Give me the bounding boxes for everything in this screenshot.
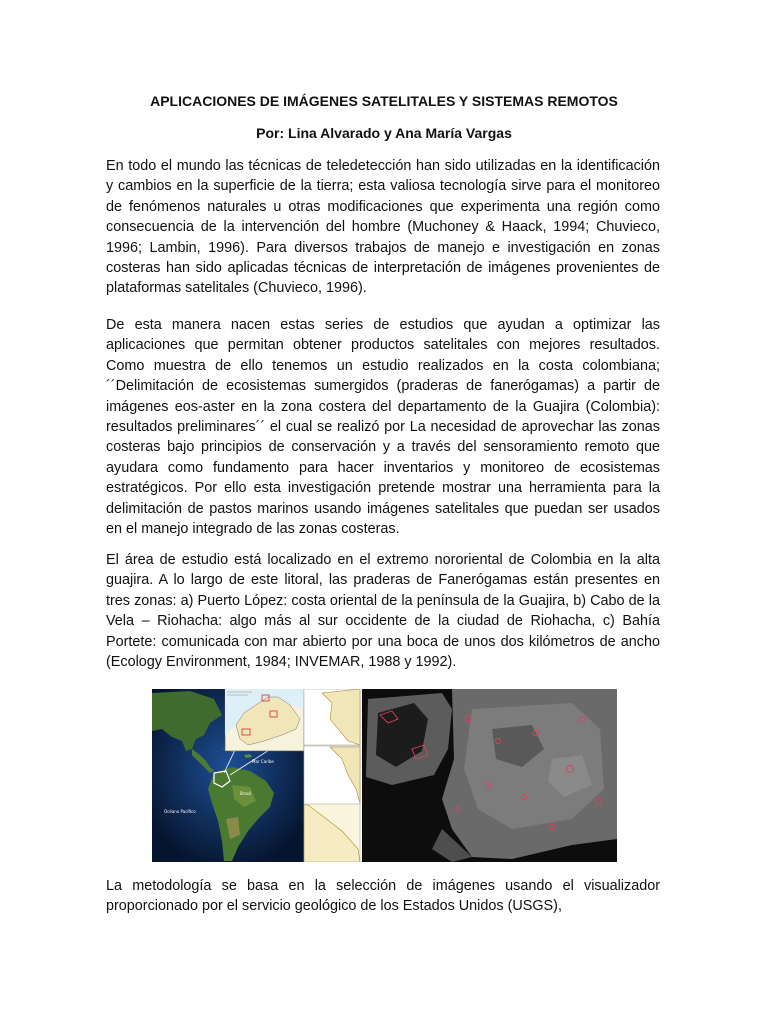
- satellite-figure: [152, 689, 617, 862]
- paragraph-4: La metodología se basa en la selección de imágenes usando el visualizador proporcionado por el servicio geológico de los Estados Unidos (USGS),: [106, 878, 660, 915]
- document-authors: Por: Lina Alvarado y Ana María Vargas: [256, 125, 512, 141]
- svg-text:Océano Pacífico: Océano Pacífico: [164, 809, 196, 814]
- zone-maps-panel: [304, 689, 360, 862]
- paragraph-1: En todo el mundo las técnicas de teledetección han sido utilizadas en la identificación y cambios en la superficie de la tierra; esta valiosa tecnología sirve para el monitoreo de fenómenos naturales u otras modificaciones que experimenta una región como consecuencia de la intervención del hombre (Muchoney & Haack, 1994; Chuvieco, 1996; Lambin, 1996). Para diversos trabajos de manejo e investigación en zonas costeras han sido aplicadas técnicas de interpretación de imágenes provenientes de plataformas satelitales (Chuvieco, 1996).: [106, 158, 660, 297]
- svg-text:Brasil: Brasil: [240, 791, 252, 796]
- paragraph-3: El área de estudio está localizado en el extremo nororiental de Colombia en la alta guajira. A lo largo de este litoral, las praderas de Fanerógamas están presentes en tres zonas: a) Puerto López: costa oriental de la península de la Guajira, b) Cabo de la Vela – Riohacha: algo más al sur occidente de la ciudad de Riohacha, c) Bahía Portete: comunicada con mar abierto por una boca de unos dos kilómetros de ancho (Ecology Environment, 1984; INVEMAR, 1988 y 1992).: [106, 552, 660, 671]
- document-title: APLICACIONES DE IMÁGENES SATELITALES Y SISTEMAS REMOTOS: [150, 93, 618, 109]
- paragraph-2: De esta manera nacen estas series de estudios que ayudan a optimizar las aplicaciones que permitan obtener productos satelitales con mejores resultados. Como muestra de ello tenemos un estudio realizados en la costa colombiana; ´´Delimitación de ecosistemas sumergidos (praderas de fanerógamas) a partir de imágenes eos-aster en la zona costera del departamento de la Guajira (Colombia): resultados preliminares´´ el cual se realizó por La necesidad de aprovechar las zonas costeras bajo principios de conservación y a través del sensoramiento remoto que ayudara como fundamento para hacer inventarios y monitoreo de ecosistemas estratégicos. Por ello esta investigación pretende mostrar una herramienta para la delimitación de pastos marinos usando imágenes satelitales que puedan ser usados en el manejo integrado de las zonas costeras.: [106, 317, 660, 538]
- satellite-figure-graphic: [152, 689, 617, 862]
- aster-mosaic-panel: [362, 689, 617, 862]
- svg-text:Mar Caribe: Mar Caribe: [252, 759, 274, 764]
- guajira-inset-map: [225, 689, 304, 751]
